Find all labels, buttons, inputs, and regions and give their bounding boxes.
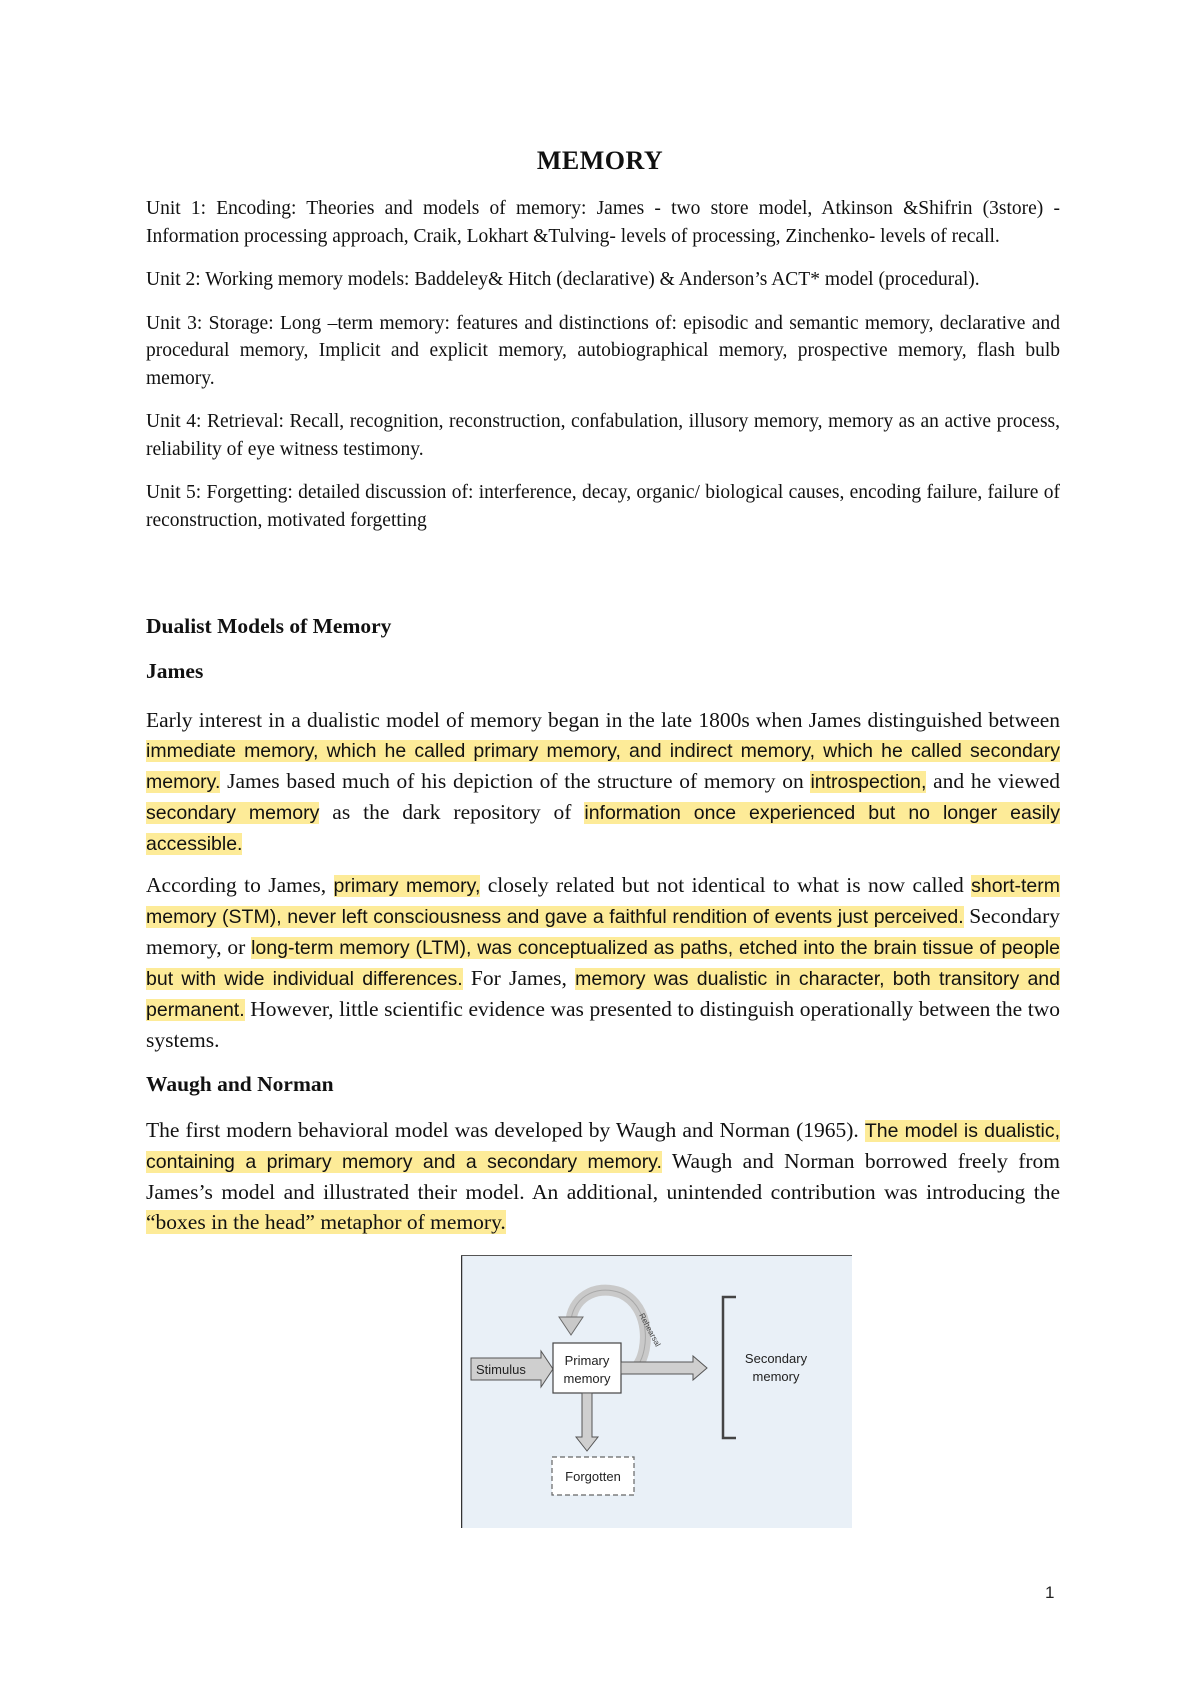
primary-memory-label: memory [563,1371,611,1386]
text-run: closely related but not identical to what is now called [480,873,972,897]
highlight: information once experienced but no longer easily accessible. [146,802,1060,855]
text-run: Secondary memory, or [146,904,1060,959]
highlight: memory was dualistic in character, both transitory and permanent. [146,968,1060,1021]
unit-4: Unit 4: Retrieval: Recall, recognition, reconstruction, confabulation, illusory memory, memory as an active process, reliability of eye witness testimony. [146,411,1060,460]
highlight: immediate memory, which he called primary memory, and indirect memory, which he called secondary memory. [146,740,1060,793]
highlight: introspection, [810,771,927,793]
unit-5: Unit 5: Forgetting: detailed discussion of: interference, decay, organic/ biological causes, encoding failure, failure of reconstruction, motivated forgetting [146,482,1060,531]
james-heading: James [146,659,204,683]
text-run: For James, [462,966,576,990]
waugh-norman-diagram [461,1255,852,1528]
secondary-memory-label: Secondary [744,1351,808,1366]
diagram-svg [461,1255,852,1528]
text-run: Early interest in a dualistic model of memory began in the late 1800s when James distinguished between [146,708,1060,732]
unit-1: Unit 1: Encoding: Theories and models of memory: James - two store model, Atkinson &Shifrin (3store) - Information processing approach, Craik, Lokhart &Tulving- levels of processing, Zinchenko- levels of recall. [146,198,1060,247]
page-title: MEMORY [536,146,664,175]
waugh-norman-paragraph [146,1115,1060,1237]
page-number: 1 [1045,1583,1055,1602]
forgotten-label: Forgotten [565,1469,621,1484]
james-paragraph-2 [146,870,1060,1055]
text-run: However, little scientific evidence was presented to distinguish operationally between the two systems. [146,997,1060,1052]
highlight: The model is dualistic, containing a primary memory and a secondary memory. [146,1120,1060,1173]
text-run: Waugh and Norman borrowed freely from James’s model and illustrated their model. An additional, unintended contribution was introducing the [146,1149,1060,1204]
secondary-memory-label: memory [752,1369,800,1384]
syllabus-units [146,195,1060,550]
section-heading: Dualist Models of Memory [146,614,392,638]
stimulus-label: Stimulus [476,1362,526,1377]
highlight: short-term memory (STM), never left consciousness and gave a faithful rendition of events just perceived. [146,875,1061,928]
waugh-norman-heading: Waugh and Norman [146,1072,334,1096]
rehearsal-label: Rehearsal [637,1311,663,1349]
highlight: “boxes in the head” metaphor of memory. [146,1210,506,1234]
text-run: The first modern behavioral model was developed by Waugh and Norman (1965). [146,1118,865,1142]
text-run: and he viewed [926,769,1060,793]
unit-2: Unit 2: Working memory models: Baddeley& Hitch (declarative) & Anderson’s ACT* model (procedural). [146,269,980,290]
james-paragraph-1 [146,705,1060,859]
text-run: James based much of his depiction of the structure of memory on [220,769,811,793]
highlight: long-term memory (LTM), was conceptualized as paths, etched into the brain tissue of people but with wide individual differences. [146,937,1060,990]
unit-3: Unit 3: Storage: Long –term memory: features and distinctions of: episodic and semantic memory, declarative and procedural memory, Implicit and explicit memory, autobiographical memory, prospective memory, flash bulb memory. [146,312,1060,389]
highlight: primary memory, [333,875,481,897]
primary-memory-label: Primary [564,1353,610,1368]
text-run: According to James, [146,873,334,897]
diagram-background [461,1255,852,1528]
text-run: as the dark repository of [319,800,585,824]
highlight: secondary memory [146,802,320,824]
